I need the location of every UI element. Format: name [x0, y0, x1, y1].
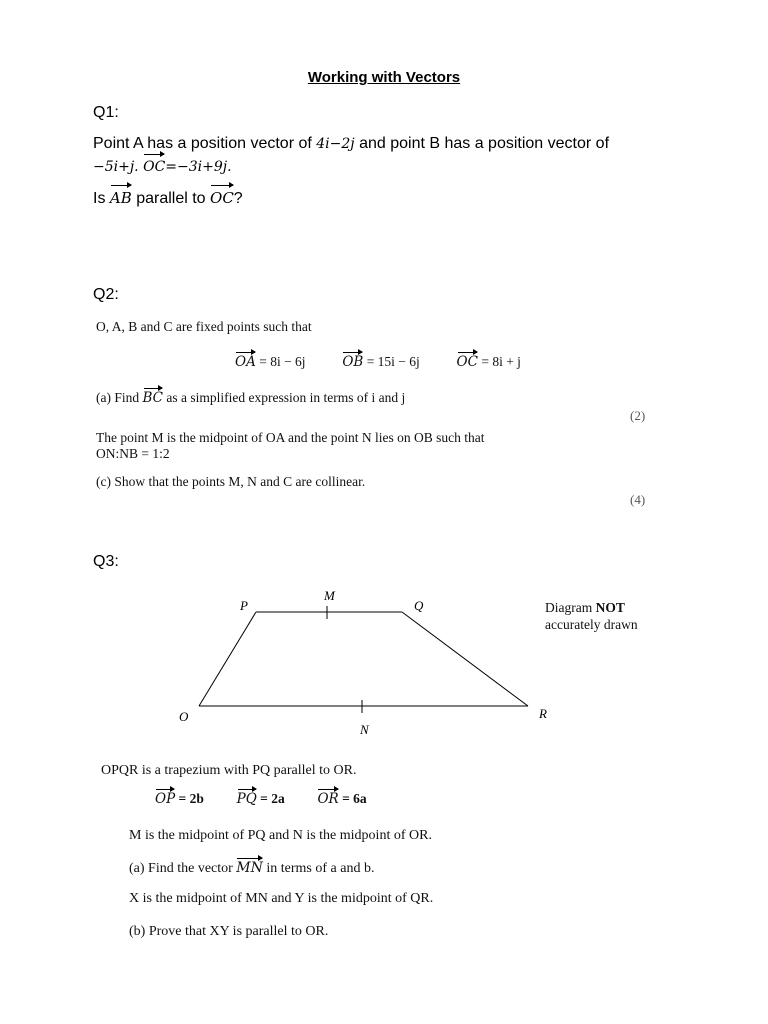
q1-label: Q1: [93, 104, 119, 121]
label-r: R [539, 706, 547, 721]
page-title: Working with Vectors [307, 69, 461, 86]
q3-midpoints: M is the midpoint of PQ and N is the midpoint of OR. [129, 828, 432, 843]
q3-or-value: = 6a [342, 791, 367, 806]
q2-midpoint-line1: The point M is the midpoint of OA and the point N lies on OB such that [96, 430, 485, 445]
q2-ob-value: = 15i − 6j [366, 354, 420, 369]
q2-intro: O, A, B and C are fixed points such that [96, 319, 312, 334]
q2-oa-name: OA [235, 354, 256, 370]
q1-question-c: ? [233, 190, 243, 207]
q3-label: Q3: [93, 553, 119, 570]
label-p: P [240, 598, 248, 613]
q2-oc-value: = 8i + j [481, 354, 521, 369]
q2-ob-name: OB [342, 354, 364, 370]
label-q: Q [414, 598, 424, 613]
q3-or-name: OR [317, 791, 339, 807]
diagram-note-line2: accurately drawn [545, 617, 638, 632]
q3-op-value: = 2b [178, 791, 204, 806]
q2-oa-value: = 8i − 6j [259, 354, 306, 369]
q1-text-b: and point B has a position vector of [354, 135, 610, 152]
q2-part-c: (c) Show that the points M, N and C are collinear. [96, 474, 366, 489]
q3-pq-name: PQ [236, 791, 257, 807]
side-qr [402, 612, 528, 706]
q1-oc-name2: OC [210, 189, 234, 207]
q1-question-a: Is [93, 190, 110, 207]
label-m: M [324, 588, 335, 603]
q2-midpoint-line2: ON:NB = 1:2 [96, 446, 170, 461]
q3-mn-name: MN [236, 860, 263, 876]
q1-ab-name: AB [109, 189, 132, 207]
q2-marks-a: (2) [630, 408, 646, 423]
q1-oc-name: OC [143, 156, 165, 178]
q2-oc-name: OC [456, 354, 478, 370]
q3-statement: OPQR is a trapezium with PQ parallel to OR. [101, 763, 357, 778]
q3-part-b: (b) Prove that XY is parallel to OR. [129, 924, 329, 939]
q1-question-b: parallel to [131, 190, 211, 207]
diagram-note-pre: Diagram [545, 600, 596, 615]
q3-part-a-post: in terms of a and b. [262, 861, 375, 876]
diagram-note [545, 599, 638, 633]
q2-bc-name: BC [142, 390, 164, 406]
q3-op-name: OP [155, 791, 176, 807]
q1-vector-a: 4i−2j [316, 136, 355, 152]
q3-xy-text: X is the midpoint of MN and Y is the midpoint of QR. [129, 891, 434, 906]
q3-pq-value: = 2a [260, 791, 285, 806]
q1-text-a: Point A has a position vector of [93, 135, 317, 152]
q1-vector-b: −5i+j. [93, 159, 139, 175]
diagram-note-bold: NOT [595, 600, 625, 615]
q2-part-a-pre: (a) Find [96, 390, 143, 405]
side-op [199, 612, 256, 706]
q3-part-a-pre: (a) Find the vector [129, 861, 237, 876]
q2-marks-c: (4) [630, 492, 646, 507]
q2-label: Q2: [93, 286, 119, 303]
label-o: O [179, 709, 189, 724]
q2-part-a-post: as a simplified expression in terms of i and j [163, 390, 406, 405]
q1-oc-value: =−3i+9j. [165, 159, 232, 175]
q3-part-a [129, 860, 374, 877]
label-n: N [360, 722, 369, 737]
q3-vectors [155, 791, 367, 807]
